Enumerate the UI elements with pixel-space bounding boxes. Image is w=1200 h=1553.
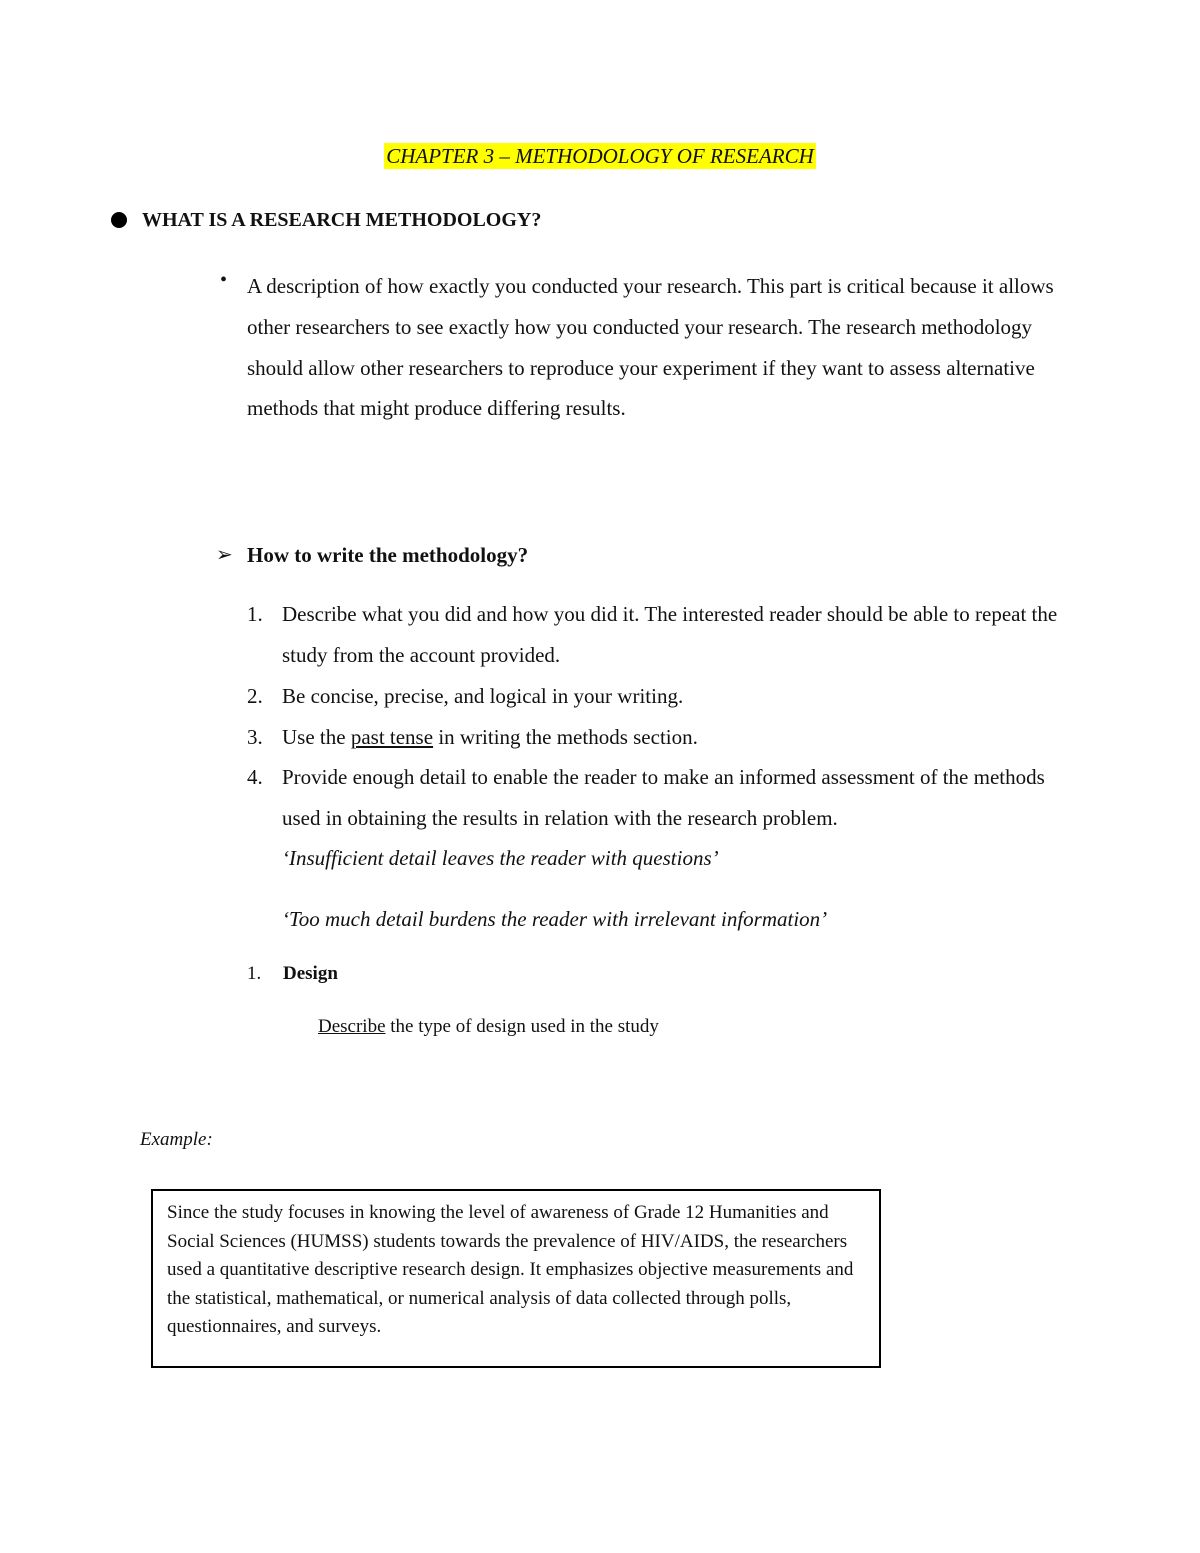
step-number: 3. (247, 725, 263, 749)
step-text (282, 717, 1072, 758)
example-box-text: Since the study focuses in knowing the level of awareness of Grade 12 Humanities and Social Sciences (HUMSS) students towards the prevalence of HIV/AIDS, the researchers used a quantitative descriptive research design. It emphasizes objective measurements and the statistical, mathematical, or numerical analysis of data collected through polls, questionnaires, and surveys. (167, 1202, 854, 1338)
arrow-bullet-icon: ➢ (216, 544, 233, 566)
section-heading: WHAT IS A RESEARCH METHODOLOGY? (142, 209, 542, 231)
design-description (318, 1013, 659, 1041)
chapter-title-text: CHAPTER 3 – METHODOLOGY OF RESEARCH (386, 144, 814, 168)
describe-underlined: Describe (318, 1016, 386, 1037)
step-text: Provide enough detail to enable the reader to make an informed assessment of the methods used in obtaining the results in relation with the research problem. (282, 765, 1045, 830)
example-box (151, 1189, 881, 1368)
step-number: 2. (247, 684, 263, 708)
definition-bullet-icon: • (220, 269, 228, 291)
design-label: Design (283, 963, 338, 984)
subheading: How to write the methodology? (247, 543, 529, 567)
example-label: Example: (140, 1129, 213, 1150)
step-text-post: in writing the methods section. (433, 725, 698, 749)
step-text-pre: Use the (282, 725, 351, 749)
step-text: Be concise, precise, and logical in your writing. (282, 684, 684, 708)
quote-too-much: ‘Too much detail burdens the reader with irrelevant information’ (282, 907, 828, 931)
chapter-title (0, 142, 1200, 170)
heading-bullet-icon (111, 212, 127, 228)
design-number: 1. (247, 963, 262, 984)
step-text: Describe what you did and how you did it. The interested reader should be able to repeat the study from the account provided. (282, 602, 1058, 667)
quote-insufficient: ‘Insufficient detail leaves the reader with questions’ (282, 846, 719, 870)
step-number: 4. (247, 765, 263, 789)
past-tense-underlined: past tense (350, 725, 434, 749)
design-description-rest: the type of design used in the study (385, 1016, 659, 1037)
step-number: 1. (247, 602, 263, 626)
definition-paragraph: A description of how exactly you conducted your research. This part is critical because it allows other researchers to see exactly how you conducted your research. The research methodology should allow other researchers to reproduce your experiment if they want to assess alternative methods that might produce differing results. (247, 274, 1054, 421)
